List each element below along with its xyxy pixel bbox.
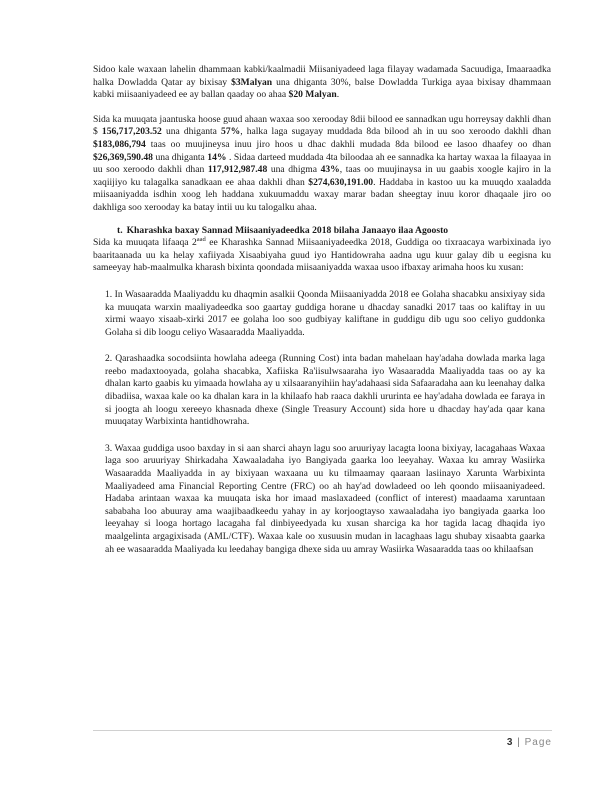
superscript: aad	[196, 235, 206, 243]
bold-amount: $3Malyan	[231, 76, 273, 88]
list-item: 2. Qarashaadka socodsiinta howlaha adeega (Running Cost) inta badan mahelaan hay'adaha dowlada marka laga reebo madaxtooyada, golaha shacabka, Xafiiska Ra'iisulwsaaraha iyo Wasaaradda Maaliyadda taas oo ay ka dhalan karto gaabis ku yimaada howlaha ay u xilsaaranyihiin hay'adahaasi sida Safaaradaha aan ku leenahay dalka dibadiisa, waxaa kale oo ka dhalan kara in la khilaafo hab raaca dakhli ururinta ee hay'adaha dowlada ee faraya in si joogta ah loogu xereeyo khasnada dhexe (Single Treasury Account) sida hore u dhacday hay'ada qaar kana muuqatay Warbixinta hantidhowraha.	[105, 353, 545, 428]
section-title: Kharashka baxay Sannad Miisaaniyadeedka 2018 bilaha Janaayo ilaa Agoosto	[126, 224, 449, 236]
text: .	[336, 89, 340, 101]
text: una dhiganta	[161, 126, 222, 138]
bold-amount: $183,086,794	[93, 138, 146, 150]
bold-amount: $274,630,191.00	[308, 176, 374, 188]
text: Sida ka muuqata jaantuska hoose guud ahaan waxaa soo xerooday 8dii bilood ee sannadkan ugu horreysay dakhli dhan $	[93, 113, 551, 138]
list-item: 1. In Wasaaradda Maaliyaddu ku dhaqmin asalkii Qoonda Miisaaniyadda 2018 ee Golaha shacabku ansixiyay sida ka muuqata warxin maaliyadeedka soo gaartay guddiga horane u dhacday sanadki 2017 taas oo kaliftay in uu xirmi waayo xisaab-xirki 2017 ee golaha loo soo gudbiyay kaliftane in guddigu dib ugu soo celiyo guddonka Golaha si dib loogu celiyo Wasaaradda Maaliyadda.	[105, 288, 545, 338]
bold-percent: 14%	[207, 151, 227, 163]
text: . Haddaba in kastoo uu ka muuqdo xaaladda miisaaniyadda isdhin xoog leh haddana xukuumaddu waxay marar badan sheegtay inuu koror dhaqaale jiro oo dakhliga soo xerooday ka batay intii uu ku talogalku ahaa.	[93, 176, 552, 213]
page-number: 3	[506, 737, 513, 748]
text: una dhiganta	[152, 151, 208, 163]
text: Sidoo kale waxaan lahelin dhammaan kabki/kaalmadii Miisaniyadeed laga filayay wadamada Sacuudiga, Imaaraadka halka Dowladda Qatar ay bixisay	[93, 64, 551, 88]
paragraph-revenue	[93, 114, 551, 215]
bold-amount: $20 Malyan	[288, 89, 337, 101]
section-heading	[93, 225, 551, 238]
text: ee Kharashka Sannad Miisaaniyadeedka 2018, Guddiga oo tixraacaya warbixinada iyo baaritaanada uu ka helay xafiiyada Xisaabiyaha guud iyo Hantidowraha aadna ugu kuur galay dib u eegisna ku sameeyay hab-maalmulka kharash bixinta qoondada miisaaniyadda waxaa usoo ifbaxay arimaha hoos ku xusan:	[93, 237, 551, 274]
text: . Sidaa darteed muddada 4ta biloodaa ah ee sannadka ka hartay waxaa la filaayaa in uu soo xeroodo dakhli dhan	[93, 151, 551, 176]
footer-separator: |	[517, 737, 520, 748]
bold-percent: 43%	[320, 164, 340, 176]
paragraph-foreign-aid	[93, 64, 551, 102]
text: una dhiganta 30%, balse Dowladda Turkiga ayaa bixisay dhammaan kabki miisaaniyadeed ee ay ballan qaaday oo ahaa	[93, 76, 551, 101]
text: una dhigma	[267, 164, 321, 176]
footer-divider	[93, 730, 552, 731]
text: taas oo muujineysa inuu jiro hoos u dhac dakhli mudada 8da bilood ee lasoo dhaafey oo dhan	[145, 138, 551, 150]
bold-percent: 57%	[221, 126, 241, 138]
page-label: Page	[524, 737, 552, 748]
text: , taas oo muujinaysa in uu gaabis xoogle kajiro in la xaqiijiyo ku talagalka sanadkaan ee ahaa dakhli dhan	[93, 164, 551, 188]
paragraph-expenditure-intro	[93, 237, 551, 275]
bold-amount: 117,912,987.48	[207, 164, 268, 176]
section-number: t.	[117, 224, 123, 236]
page-footer	[507, 737, 552, 750]
text: Sida ka muuqata lifaaqa 2	[93, 237, 197, 249]
page-content	[93, 64, 551, 556]
bold-amount: $26,369,590.48	[93, 151, 153, 163]
list-item: 3. Waxaa guddiga usoo baxday in si aan sharci ahayn lagu soo aruuriyay lacagta loona bixiyay, lacagahaas Waxaa laga soo aruuriyay Shirkadaha Xawaaladaha iyo Bangiyada gaarka loo leeyahay. Waxaa ku amray Wasiirka Wasaaradda Maaliyadda in ay bixiyaan waxaana uu ku tilmaamay qaaraan lasiinayo Xarunta Warbixinta Maaliyadeed ama Financial Reporting Centre (FRC) oo ah hay'ad dowladeed oo leh qoondo miisaaniyadeed. Hadaba arintaan waxaa ka muuqata iska hor imaad maslaxadeed (conflict of interest) maadaama xaruntaan sababaha loo abuuray ama waajibaadkeedu yahay in ay korjoogtayso xawaaladaha iyo bangiyada gaarka loo leeyahay si looga hortago lacagaha fal dinbiyeedyada ku xusan sharciga ka hor tagida lacag dhaqida iyo maalgelinta argagixisada (AML/CTF). Waxaa kale oo xusuusin mudan in lacaghaas lagu shubay xisaabta gaarka ah ee wasaaradda Maaliyada ku leedahay bangiga dhexe sida uu amray Wasiirka Wasaaradda taas oo khilaafsan	[105, 442, 545, 555]
bold-amount: 156,717,203.52	[101, 126, 162, 138]
text: , halka laga sugayay muddada 8da bilood ah in uu soo xeroodo dakhli dhan	[240, 126, 551, 138]
